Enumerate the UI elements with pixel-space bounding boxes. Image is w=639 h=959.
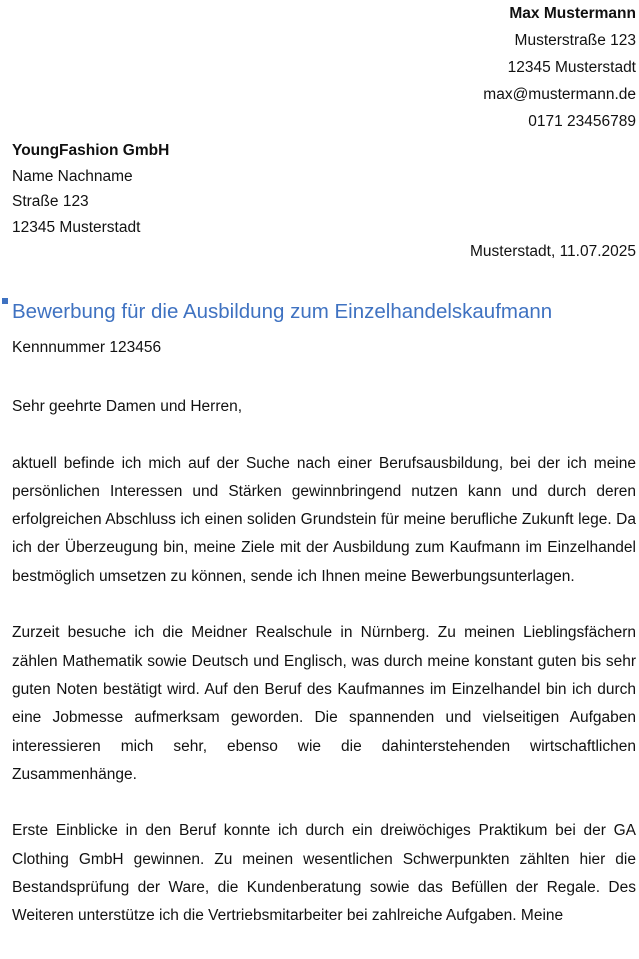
sender-street: Musterstraße 123	[514, 32, 636, 49]
heading-marker-icon	[2, 298, 8, 304]
sender-phone: 0171 23456789	[528, 113, 636, 130]
paragraph-school: Zurzeit besuche ich die Meidner Realschule in Nürnberg. Zu meinen Lieblingsfächern zählen Mathematik sowie Deutsch und Englisch, was durch meine konstant guten bis sehr guten Noten bestätigt wird. Auf den Beruf des Kaufmannes im Einzelhandel bin ich durch eine Jobmesse aufmerksam geworden. Die spannenden und vielseitigen Aufgaben interessieren mich sehr, ebenso wie die dahinterstehenden wirtschaftlichen Zusammenhänge.	[12, 624, 636, 783]
recipient-street: Straße 123	[12, 193, 89, 210]
recipient-city: 12345 Musterstadt	[12, 218, 141, 236]
letter-body	[12, 393, 636, 959]
sender-address-block	[483, 0, 636, 135]
reference-number: Kennnummer 123456	[12, 339, 162, 356]
paragraph-intro: aktuell befinde ich mich auf der Suche nach einer Berufsausbildung, bei der ich meine persönlichen Interessen und Stärken gewinnbringend nutzen kann und durch deren erfolgreichen Abschluss ich einen soliden Grundstein für meine berufliche Zukunft lege. Da ich der Überzeugung bin, meine Ziele mit der Ausbildung zum Kaufmann im Einzelhandel bestmöglich umsetzen zu können, sende ich Ihnen meine Bewerbungsunterlagen.	[12, 454, 636, 585]
sender-city: 12345 Musterstadt	[507, 59, 636, 76]
letter-date: Musterstadt, 11.07.2025	[469, 243, 636, 260]
salutation: Sehr geehrte Damen und Herren,	[12, 398, 243, 415]
subject-heading: Bewerbung für die Ausbildung zum Einzelhandelskaufmann	[12, 300, 553, 323]
recipient-company: YoungFashion GmbH	[12, 142, 170, 159]
sender-email: max@mustermann.de	[483, 86, 636, 103]
recipient-contact: Name Nachname	[12, 167, 133, 185]
recipient-address-block	[12, 138, 169, 240]
paragraph-internship: Erste Einblicke in den Beruf konnte ich durch ein dreiwöchiges Praktikum bei der GA Clothing GmbH gewinnen. Zu meinen wesentlichen Schwerpunkten zählten hier die Bestandsprüfung der Ware, die Kundenberatung sowie das Befüllen der Regale. Des Weiteren unterstütze ich die Vertriebsmitarbeiter bei zahlreiche Aufgaben. Meine	[12, 822, 636, 925]
sender-name: Max Mustermann	[509, 5, 636, 22]
